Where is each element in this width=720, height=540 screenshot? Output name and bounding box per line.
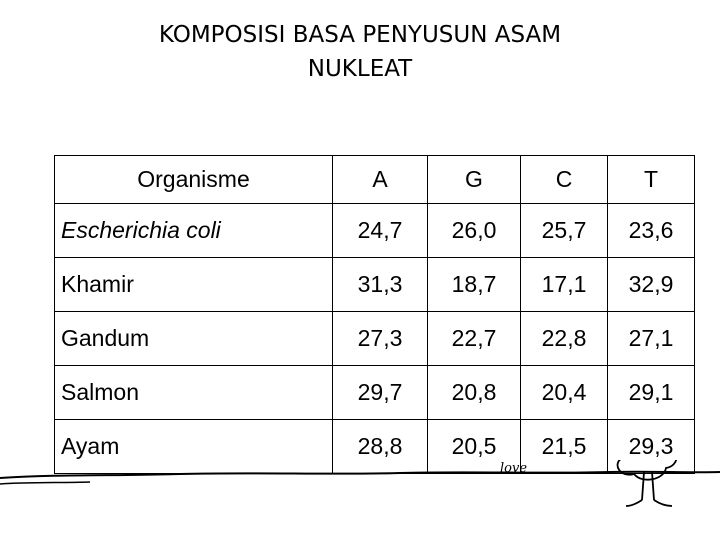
base-composition-table bbox=[54, 155, 695, 474]
ground-line bbox=[0, 472, 720, 478]
table-row bbox=[55, 258, 695, 312]
cell-t: 27,1 bbox=[608, 312, 695, 366]
cell-g: 18,7 bbox=[428, 258, 521, 312]
cell-a: 31,3 bbox=[333, 258, 428, 312]
cell-a: 28,8 bbox=[333, 420, 428, 474]
table-row bbox=[55, 204, 695, 258]
cell-c: 22,8 bbox=[521, 312, 608, 366]
cell-g: 26,0 bbox=[428, 204, 521, 258]
cell-g: 20,8 bbox=[428, 366, 521, 420]
cell-c: 25,7 bbox=[521, 204, 608, 258]
slide-title bbox=[100, 18, 620, 86]
hand-drawn-ground-illustration bbox=[0, 460, 720, 540]
header-g: G bbox=[428, 156, 521, 204]
cell-organism: Khamir bbox=[55, 258, 333, 312]
cell-organism: Ayam bbox=[55, 420, 333, 474]
header-c: C bbox=[521, 156, 608, 204]
table-row bbox=[55, 366, 695, 420]
cell-t: 32,9 bbox=[608, 258, 695, 312]
cell-t: 29,3 bbox=[608, 420, 695, 474]
cell-g: 22,7 bbox=[428, 312, 521, 366]
cell-organism: Escherichia coli bbox=[55, 204, 333, 258]
header-t: T bbox=[608, 156, 695, 204]
slide-title-line-2: NUKLEAT bbox=[307, 56, 413, 82]
tree-doodle-icon bbox=[618, 460, 677, 506]
ground-line-short bbox=[0, 482, 90, 484]
cell-t: 29,1 bbox=[608, 366, 695, 420]
table-row bbox=[55, 312, 695, 366]
cell-a: 24,7 bbox=[333, 204, 428, 258]
header-a: A bbox=[333, 156, 428, 204]
cell-a: 29,7 bbox=[333, 366, 428, 420]
cell-c: 21,5 bbox=[521, 420, 608, 474]
love-doodle: love bbox=[500, 461, 528, 476]
cell-a: 27,3 bbox=[333, 312, 428, 366]
slide-title-line-1: KOMPOSISI BASA PENYUSUN ASAM bbox=[158, 22, 562, 48]
header-organisme: Organisme bbox=[55, 156, 333, 204]
cell-organism: Salmon bbox=[55, 366, 333, 420]
cell-t: 23,6 bbox=[608, 204, 695, 258]
cell-organism: Gandum bbox=[55, 312, 333, 366]
cell-g: 20,5 bbox=[428, 420, 521, 474]
cell-c: 20,4 bbox=[521, 366, 608, 420]
cell-c: 17,1 bbox=[521, 258, 608, 312]
table-header-row bbox=[55, 156, 695, 204]
